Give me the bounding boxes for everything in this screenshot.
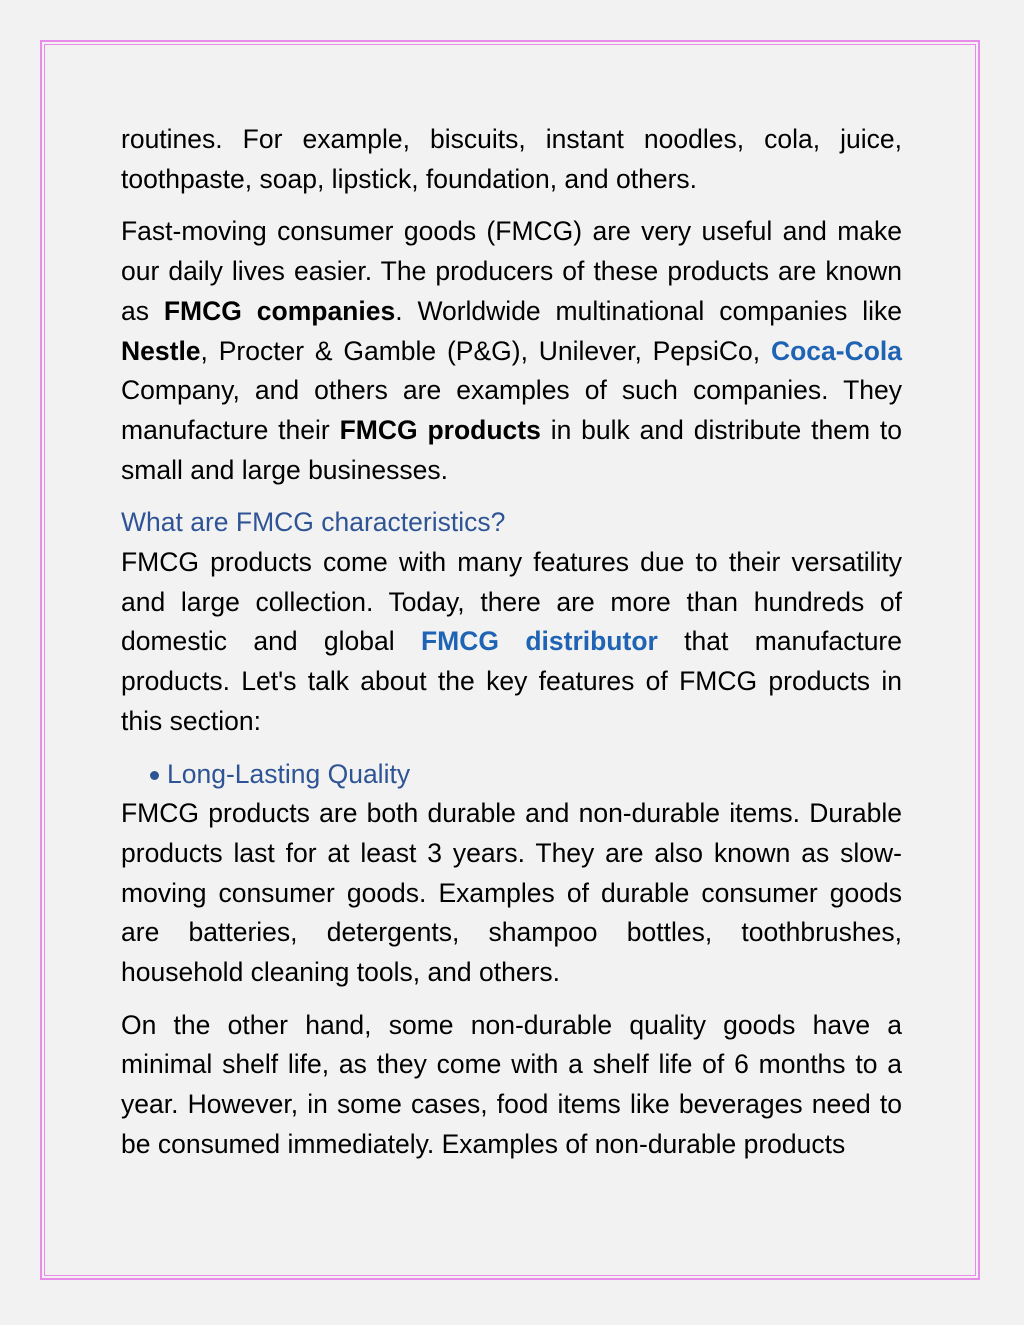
paragraph-fmcg-intro (121, 212, 902, 490)
bullet-long-lasting-quality: Long-Lasting Quality (167, 755, 902, 795)
bullet-list (121, 755, 902, 795)
text-segment: Company, and others are examples of such companies. They manufacture their (121, 375, 902, 445)
paragraph-non-durable: On the other hand, some non-durable quality goods have a minimal shelf life, as they come with a shelf life of 6 months to a year. However, in some cases, food items like beverages need to be consumed immediately. Examples of non-durable products (121, 1009, 902, 1159)
text-segment: Fast-moving consumer goods (FMCG) are very useful and make our daily lives easier. The producers of these products are known as (121, 216, 902, 326)
text-segment: . Worldwide multinational companies like (395, 295, 902, 326)
heading-fmcg-characteristics: What are FMCG characteristics? (121, 507, 506, 538)
link-fmcg-distributor[interactable]: FMCG distributor (420, 626, 658, 657)
text-segment: FMCG products come with many features due to their versatility and large collection. Today, there are more than hundreds of domestic and global (121, 547, 902, 657)
document-body (121, 120, 902, 1178)
paragraph-characteristics (121, 543, 902, 742)
paragraph-durable: FMCG products are both durable and non-durable items. Durable products last for at least 3 years. They are also known as slow-moving consumer goods. Examples of durable consumer goods are batteries, detergents, shampoo bottles, toothbrushes, household cleaning tools, and others. (121, 798, 902, 988)
text-segment: , Procter & Gamble (P&G), Unilever, PepsiCo, (200, 335, 771, 366)
paragraph-routines: routines. For example, biscuits, instant noodles, cola, juice, toothpaste, soap, lipstick, foundation, and others. (121, 124, 902, 194)
text-segment: in bulk and distribute them to small and large businesses. (121, 414, 902, 485)
link-coca-cola[interactable]: Coca-Cola (770, 335, 902, 366)
bold-nestle: Nestle (121, 335, 201, 366)
text-segment: that manufacture products. Let's talk about the key features of FMCG products in this section: (121, 626, 902, 736)
bold-fmcg-products: FMCG products (339, 414, 541, 445)
bold-fmcg-companies: FMCG companies (163, 295, 396, 326)
